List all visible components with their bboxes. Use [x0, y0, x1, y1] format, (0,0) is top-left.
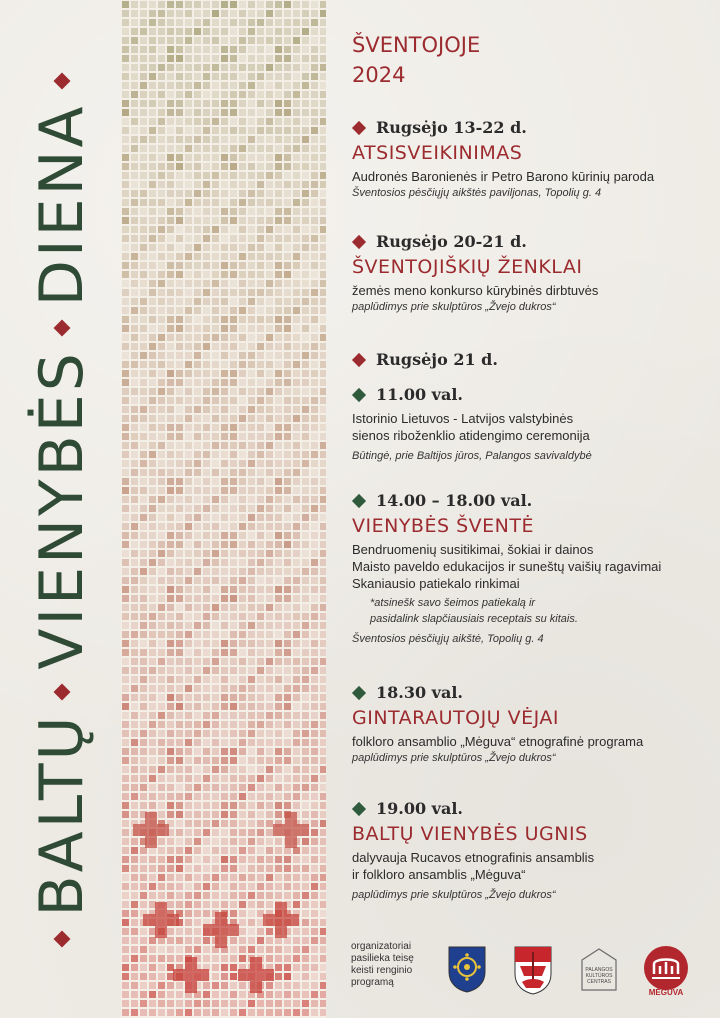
- sub-event-block: [352, 385, 712, 464]
- logo-text: PALANGOS: [585, 967, 613, 973]
- event-description: Bendruomenių susitikimai, šokiai ir dainos: [352, 542, 594, 557]
- diamond-icon: [54, 320, 71, 337]
- diamond-icon: [352, 387, 366, 401]
- event-place: paplūdimys prie skulptūros „Žvejo dukros“: [352, 889, 556, 901]
- event-note: pasidalink slapčiausiais receptais su kitais.: [370, 613, 578, 625]
- event-description: žemės meno konkurso kūrybinės dirbtuvės: [352, 283, 599, 298]
- event-date: Rugsėjo 13-22 d.: [376, 118, 527, 137]
- event-note: *atsinešk savo šeimos patiekalą ir: [370, 597, 536, 609]
- vertical-title: [14, 30, 110, 990]
- event-time: 11.00 val.: [376, 385, 463, 404]
- sventoji-coat-of-arms-icon: [446, 944, 488, 999]
- year-title: 2024: [352, 63, 406, 87]
- event-description: Skaniausio patiekalo rinkimai: [352, 576, 520, 591]
- diamond-icon: [352, 493, 366, 507]
- event-time: 14.00 – 18.00 val.: [376, 491, 533, 510]
- logo-text: CENTRAS: [587, 979, 611, 985]
- event-date: Rugsėjo 21 d.: [376, 350, 498, 369]
- event-place: Šventosios pėsčiųjų aikštė, Topolių g. 4: [352, 633, 544, 645]
- event-title: VIENYBĖS ŠVENTĖ: [352, 515, 534, 537]
- meguva-logo: [642, 944, 690, 1001]
- sub-event-block: [352, 683, 712, 766]
- event-block: [352, 232, 712, 315]
- woven-textile-band: [121, 0, 326, 1018]
- event-title: GINTARAUTOJŲ VĖJAI: [352, 707, 559, 729]
- disclaimer-line: programą: [351, 977, 394, 988]
- logo-text: MĖGUVA: [648, 988, 684, 996]
- sub-event-block: [352, 799, 712, 903]
- event-title: ATSISVEIKINIMAS: [352, 142, 523, 164]
- diamond-icon: [54, 930, 71, 947]
- title-word-1: BALTŲ: [27, 713, 97, 917]
- event-date: Rugsėjo 20-21 d.: [376, 232, 527, 251]
- diamond-icon: [352, 234, 366, 248]
- header: [352, 30, 702, 90]
- event-place: paplūdimys prie skulptūros „Žvejo dukros“: [352, 752, 556, 764]
- event-place: Šventosios pėsčiųjų aikštės paviljonas, Topolių g. 4: [352, 187, 602, 199]
- title-word-2: VIENYBĖS: [27, 350, 97, 670]
- event-description: ir folkloro ansamblis „Mėguva“: [352, 867, 526, 882]
- textile-pattern: [121, 0, 326, 1018]
- diamond-icon: [352, 120, 366, 134]
- event-title: ŠVENTOJIŠKIŲ ŽENKLAI: [352, 256, 583, 278]
- event-block: [352, 118, 712, 201]
- disclaimer: [351, 941, 431, 989]
- event-description: sienos riboženklio atidengimo ceremonija: [352, 428, 590, 443]
- event-time: 19.00 val.: [376, 799, 463, 818]
- diamond-icon: [352, 685, 366, 699]
- logo-text: KULTŪROS: [585, 973, 613, 979]
- disclaimer-line: pasilieka teisę: [351, 953, 414, 964]
- kulturos-centras-logo: [578, 946, 620, 999]
- event-description: Maisto paveldo edukacijos ir suneštų vaišių ragavimai: [352, 559, 662, 574]
- event-description: Istorinio Lietuvos - Latvijos valstybinės: [352, 411, 574, 426]
- palanga-coat-of-arms-icon: [512, 944, 554, 1001]
- disclaimer-line: organizatoriai: [351, 941, 412, 952]
- event-description: dalyvauja Rucavos etnografinis ansamblis: [352, 850, 595, 865]
- event-place: paplūdimys prie skulptūros „Žvejo dukros“: [352, 301, 556, 313]
- diamond-icon: [352, 801, 366, 815]
- event-description: folkloro ansamblio „Mėguva“ etnografinė programa: [352, 734, 644, 749]
- event-title: BALTŲ VIENYBĖS UGNIS: [352, 823, 588, 845]
- sub-event-block: [352, 491, 712, 647]
- title-word-3: DIENA: [27, 103, 97, 307]
- event-time: 18.30 val.: [376, 683, 463, 702]
- event-place: Būtingė, prie Baltijos jūros, Palangos savivaldybė: [352, 450, 592, 462]
- diamond-icon: [54, 683, 71, 700]
- diamond-icon: [54, 73, 71, 90]
- disclaimer-line: keisti renginio: [351, 965, 413, 976]
- diamond-icon: [352, 352, 366, 366]
- event-description: Audronės Baronienės ir Petro Barono kūrinių paroda: [352, 169, 655, 184]
- event-block: [352, 350, 712, 369]
- location-title: ŠVENTOJOJE: [352, 33, 481, 57]
